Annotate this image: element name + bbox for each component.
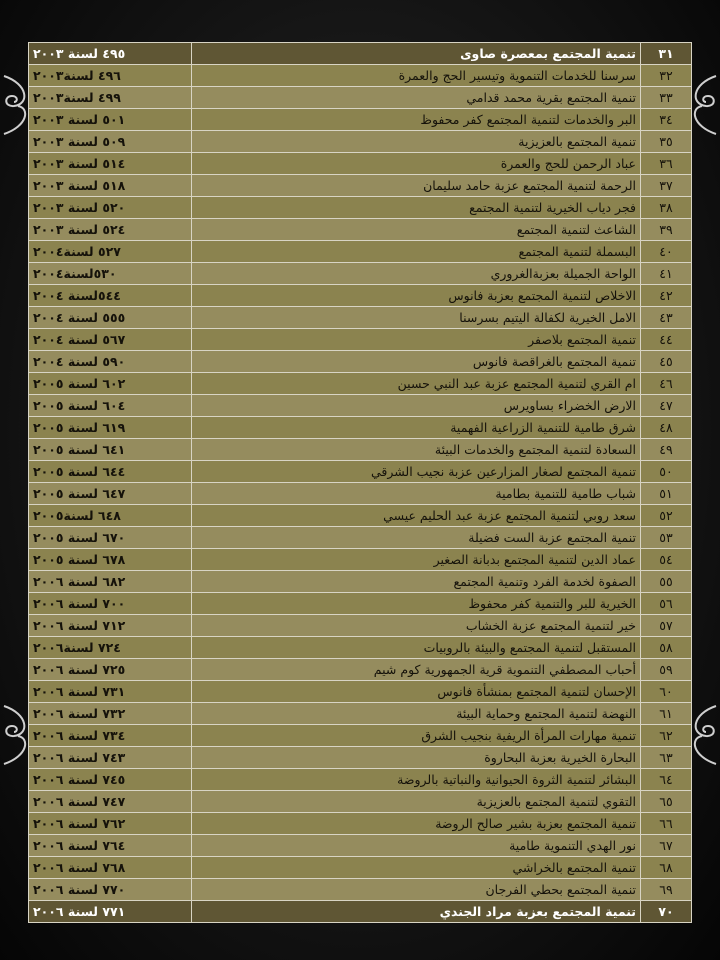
table-row — [29, 329, 692, 351]
row-number: ٦٩ — [641, 879, 692, 901]
association-name: تنمية مهارات المرأة الريفية بنجيب الشرق — [192, 725, 641, 747]
association-name: شرق طامية للتنمية الزراعية الفهمية — [192, 417, 641, 439]
row-number: ٥٠ — [641, 461, 692, 483]
registration-number: ٥٩٠ لسنة ٢٠٠٤ — [29, 351, 192, 373]
association-name: أحباب المصطفي التنموية قرية الجمهورية كوم شيم — [192, 659, 641, 681]
table-row — [29, 417, 692, 439]
registration-number: ٦١٩ لسنة ٢٠٠٥ — [29, 417, 192, 439]
association-name: تنمية المجتمع بالغراقصة فانوس — [192, 351, 641, 373]
table-body — [29, 43, 692, 923]
row-number: ٦٣ — [641, 747, 692, 769]
table-row — [29, 307, 692, 329]
row-number: ٣٦ — [641, 153, 692, 175]
table-row — [29, 197, 692, 219]
registration-number: ٤٩٩ لسنة٢٠٠٣ — [29, 87, 192, 109]
registration-number: ٦٧٨ لسنة ٢٠٠٥ — [29, 549, 192, 571]
table-row — [29, 373, 692, 395]
table-row — [29, 87, 692, 109]
row-number: ٦٢ — [641, 725, 692, 747]
registration-number: ٧١٢ لسنة ٢٠٠٦ — [29, 615, 192, 637]
table-row — [29, 395, 692, 417]
table-row — [29, 175, 692, 197]
association-name: تنمية المجتمع بالخراشي — [192, 857, 641, 879]
association-name: تنمية المجتمع بعزبة مراد الجندي — [192, 901, 641, 923]
row-number: ٣٨ — [641, 197, 692, 219]
association-name: عباد الرحمن للحج والعمرة — [192, 153, 641, 175]
registration-number: ٥٥٥ لسنة ٢٠٠٤ — [29, 307, 192, 329]
row-number: ٥٥ — [641, 571, 692, 593]
association-name: النهضة لتنمية المجتمع وحماية البيئة — [192, 703, 641, 725]
registration-number: ٧٦٨ لسنة ٢٠٠٦ — [29, 857, 192, 879]
association-name: نور الهدي التنموية طامية — [192, 835, 641, 857]
association-name: الشاعث لتنمية المجتمع — [192, 219, 641, 241]
table-row — [29, 637, 692, 659]
association-name: البسملة لتنمية المجتمع — [192, 241, 641, 263]
registration-number: ٥٠١ لسنة ٢٠٠٣ — [29, 109, 192, 131]
table-row — [29, 747, 692, 769]
registration-number: ٥٢٧ لسنة٢٠٠٤ — [29, 241, 192, 263]
row-number: ٦٥ — [641, 791, 692, 813]
row-number: ٤٠ — [641, 241, 692, 263]
row-number: ٥١ — [641, 483, 692, 505]
registration-number: ٧٢٤ لسنة٢٠٠٦ — [29, 637, 192, 659]
row-number: ٦٨ — [641, 857, 692, 879]
table-row — [29, 527, 692, 549]
table-row — [29, 153, 692, 175]
registration-number: ٥١٤ لسنة ٢٠٠٣ — [29, 153, 192, 175]
table-row — [29, 769, 692, 791]
row-number: ٤٦ — [641, 373, 692, 395]
row-number: ٤٤ — [641, 329, 692, 351]
association-name: الامل الخيرية لكفالة اليتيم بسرسنا — [192, 307, 641, 329]
row-number: ٣٧ — [641, 175, 692, 197]
association-name: تنمية المجتمع بلاصفر — [192, 329, 641, 351]
row-number: ٥٦ — [641, 593, 692, 615]
table-row — [29, 835, 692, 857]
row-number: ٣٩ — [641, 219, 692, 241]
registration-number: ٤٩٦ لسنة٢٠٠٣ — [29, 65, 192, 87]
registration-number: ٥٠٩ لسنة ٢٠٠٣ — [29, 131, 192, 153]
association-name: سرسنا للخدمات التنموية وتيسير الحج والعمرة — [192, 65, 641, 87]
row-number: ٤٨ — [641, 417, 692, 439]
table-row — [29, 461, 692, 483]
association-name: البحارة الخيرية بعزبة البحاروة — [192, 747, 641, 769]
registration-number: ٥٢٠ لسنة ٢٠٠٣ — [29, 197, 192, 219]
row-number: ٦٤ — [641, 769, 692, 791]
association-name: الرحمة لتنمية المجتمع عزبة حامد سليمان — [192, 175, 641, 197]
table-row — [29, 483, 692, 505]
registration-number: ٧٧١ لسنة ٢٠٠٦ — [29, 901, 192, 923]
table-row — [29, 901, 692, 923]
registration-number: ٧٢٥ لسنة ٢٠٠٦ — [29, 659, 192, 681]
table-row — [29, 241, 692, 263]
registration-number: ٥٢٤ لسنة ٢٠٠٣ — [29, 219, 192, 241]
table-row — [29, 43, 692, 65]
row-number: ٣١ — [641, 43, 692, 65]
row-number: ٤٥ — [641, 351, 692, 373]
association-name: شباب طامية للتنمية بطامية — [192, 483, 641, 505]
registration-number: ٧٦٢ لسنة ٢٠٠٦ — [29, 813, 192, 835]
association-name: الارض الخضراء بساويرس — [192, 395, 641, 417]
registration-number: ٦٠٢ لسنة ٢٠٠٥ — [29, 373, 192, 395]
table-row — [29, 879, 692, 901]
registration-number: ٧٤٣ لسنة ٢٠٠٦ — [29, 747, 192, 769]
row-number: ٤١ — [641, 263, 692, 285]
association-name: الإحسان لتنمية المجتمع بمنشأة فانوس — [192, 681, 641, 703]
row-number: ٥٢ — [641, 505, 692, 527]
table-row — [29, 703, 692, 725]
association-name: تنمية المجتمع لصغار المزارعين عزبة نجيب الشرقي — [192, 461, 641, 483]
table-row — [29, 549, 692, 571]
table-row — [29, 439, 692, 461]
row-number: ٣٥ — [641, 131, 692, 153]
row-number: ٥٣ — [641, 527, 692, 549]
row-number: ٥٩ — [641, 659, 692, 681]
table-row — [29, 813, 692, 835]
association-name: تنمية المجتمع بعزبة بشير صالح الروضة — [192, 813, 641, 835]
table-row — [29, 857, 692, 879]
row-number: ٥٧ — [641, 615, 692, 637]
table-row — [29, 505, 692, 527]
table-row — [29, 219, 692, 241]
table-row — [29, 109, 692, 131]
association-name: الاخلاص لتنمية المجتمع بعزبة فانوس — [192, 285, 641, 307]
registration-number: ٧٤٥ لسنة ٢٠٠٦ — [29, 769, 192, 791]
registration-number: ٤٩٥ لسنة ٢٠٠٣ — [29, 43, 192, 65]
registration-number: ٦٧٠ لسنة ٢٠٠٥ — [29, 527, 192, 549]
association-name: البر والخدمات لتنمية المجتمع كفر محفوظ — [192, 109, 641, 131]
registration-number: ٧٣٢ لسنة ٢٠٠٦ — [29, 703, 192, 725]
association-name: التقوي لتنمية المجتمع بالعزيزية — [192, 791, 641, 813]
row-number: ٦٧ — [641, 835, 692, 857]
row-number: ٤٣ — [641, 307, 692, 329]
association-name: تنمية المجتمع بحطي الفرجان — [192, 879, 641, 901]
association-name: الخيرية للبر والتنمية كفر محفوظ — [192, 593, 641, 615]
table-row — [29, 571, 692, 593]
association-name: عماد الدين لتنمية المجتمع بدبانة الصغير — [192, 549, 641, 571]
row-number: ٤٢ — [641, 285, 692, 307]
table-row — [29, 285, 692, 307]
registration-number: ٦٤٨ لسنة٢٠٠٥ — [29, 505, 192, 527]
registration-number: ٦٠٤ لسنة ٢٠٠٥ — [29, 395, 192, 417]
association-name: تنمية المجتمع بمعصرة صاوى — [192, 43, 641, 65]
row-number: ٧٠ — [641, 901, 692, 923]
table-row — [29, 351, 692, 373]
table-row — [29, 615, 692, 637]
table-row — [29, 725, 692, 747]
row-number: ٣٣ — [641, 87, 692, 109]
associations-table — [28, 42, 692, 923]
row-number: ٥٨ — [641, 637, 692, 659]
association-name: السعادة لتنمية المجتمع والخدمات البيئة — [192, 439, 641, 461]
registration-number: ٧٣١ لسنة ٢٠٠٦ — [29, 681, 192, 703]
row-number: ٣٢ — [641, 65, 692, 87]
registration-number: ٧٧٠ لسنة ٢٠٠٦ — [29, 879, 192, 901]
association-name: الواحة الجميلة بعزبةالغروري — [192, 263, 641, 285]
registration-number: ٧٦٤ لسنة ٢٠٠٦ — [29, 835, 192, 857]
table-row — [29, 263, 692, 285]
table-row — [29, 593, 692, 615]
registration-number: ٧٣٤ لسنة ٢٠٠٦ — [29, 725, 192, 747]
association-name: سعد روبي لتنمية المجتمع عزبة عبد الحليم عيسي — [192, 505, 641, 527]
association-name: الصفوة لخدمة الفرد وتنمية المجتمع — [192, 571, 641, 593]
association-name: تنمية المجتمع عزبة الست فضيلة — [192, 527, 641, 549]
row-number: ٦٦ — [641, 813, 692, 835]
row-number: ٤٩ — [641, 439, 692, 461]
registration-number: ٥١٨ لسنة ٢٠٠٣ — [29, 175, 192, 197]
association-name: ام القري لتنمية المجتمع عزبة عبد النبي حسين — [192, 373, 641, 395]
row-number: ٦١ — [641, 703, 692, 725]
table-row — [29, 131, 692, 153]
row-number: ٥٤ — [641, 549, 692, 571]
table-row — [29, 65, 692, 87]
row-number: ٣٤ — [641, 109, 692, 131]
association-name: تنمية المجتمع بقرية محمد قدامي — [192, 87, 641, 109]
registration-number: ٥٤٤لسنة ٢٠٠٤ — [29, 285, 192, 307]
row-number: ٤٧ — [641, 395, 692, 417]
table-row — [29, 659, 692, 681]
registration-number: ٦٨٢ لسنة ٢٠٠٦ — [29, 571, 192, 593]
registration-number: ٥٦٧ لسنة ٢٠٠٤ — [29, 329, 192, 351]
registration-number: ٦٤٤ لسنة ٢٠٠٥ — [29, 461, 192, 483]
association-name: المستقبل لتنمية المجتمع والبيئة بالروبيات — [192, 637, 641, 659]
row-number: ٦٠ — [641, 681, 692, 703]
association-name: تنمية المجتمع بالعزيزية — [192, 131, 641, 153]
registration-number: ٧٠٠ لسنة ٢٠٠٦ — [29, 593, 192, 615]
association-name: خير لتنمية المجتمع عزبة الخشاب — [192, 615, 641, 637]
association-name: فجر دياب الخيرية لتنمية المجتمع — [192, 197, 641, 219]
registration-number: ٦٤٧ لسنة ٢٠٠٥ — [29, 483, 192, 505]
table-row — [29, 791, 692, 813]
registration-number: ٧٤٧ لسنة ٢٠٠٦ — [29, 791, 192, 813]
registration-number: ٦٤١ لسنة ٢٠٠٥ — [29, 439, 192, 461]
registration-number: ٥٣٠لسنة٢٠٠٤ — [29, 263, 192, 285]
table-row — [29, 681, 692, 703]
association-name: البشائر لتنمية الثروة الحيوانية والنباتية بالروضة — [192, 769, 641, 791]
